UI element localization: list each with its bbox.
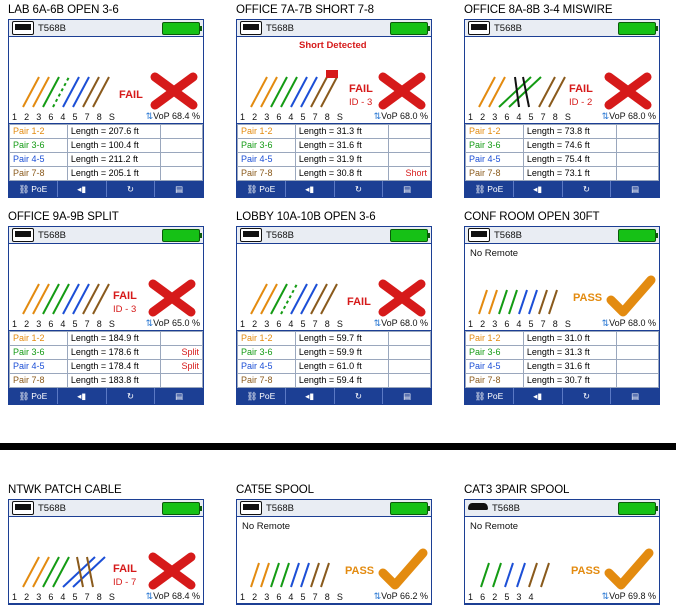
toolbar-poe-button[interactable] (9, 181, 58, 197)
pair-length: Length = 184.9 ft (67, 332, 160, 346)
pair-flag (388, 374, 430, 388)
pair-length: Length = 59.4 ft (295, 374, 388, 388)
pair-length: Length = 31.6 ft (523, 360, 616, 374)
toolbar-save-button[interactable] (383, 181, 431, 197)
test-result-panel (8, 211, 206, 405)
pair-flag: Short (388, 167, 430, 181)
vop-value: ⇅VoP 65.0 % (145, 318, 200, 328)
save-icon: ▤ (631, 390, 640, 401)
table-row (10, 139, 203, 153)
toolbar-save-button[interactable] (155, 388, 203, 404)
network-icon: ⛓ (474, 183, 486, 194)
status-bar (237, 227, 431, 244)
pair-label: Pair 4-5 (466, 153, 524, 167)
network-icon: ⛓ (18, 390, 30, 401)
table-row (238, 360, 431, 374)
toolbar-tone-button[interactable] (58, 388, 107, 404)
toolbar-poe-button[interactable] (237, 181, 286, 197)
poe-label: PoE (31, 184, 48, 194)
pair-label: Pair 4-5 (10, 153, 68, 167)
toolbar-save-button[interactable] (611, 181, 659, 197)
panel-title: NTWK PATCH CABLE (8, 484, 122, 496)
table-row (10, 346, 203, 360)
pair-length: Length = 100.4 ft (67, 139, 160, 153)
pair-length: Length = 59.9 ft (295, 346, 388, 360)
pair-label: Pair 3-6 (466, 346, 524, 360)
battery-icon (618, 22, 656, 35)
vop-value: ⇅VoP 68.4 % (145, 591, 200, 601)
wiremap-display (9, 37, 203, 124)
toolbar-save-button[interactable] (383, 388, 431, 404)
table-row (10, 153, 203, 167)
x-mark-icon (601, 69, 655, 113)
pin-row-label: 1 2 3 6 4 5 7 8 S (240, 592, 346, 602)
toolbar-refresh-button[interactable] (563, 181, 612, 197)
save-icon: ▤ (631, 183, 640, 194)
battery-icon (390, 502, 428, 515)
vop-value: ⇅VoP 68.0 % (601, 318, 656, 328)
toolbar-refresh-button[interactable] (107, 388, 156, 404)
table-row (10, 167, 203, 181)
remote-unit-icon (240, 228, 262, 242)
toolbar-poe-button[interactable] (9, 388, 58, 404)
pair-results-table (465, 331, 659, 388)
pair-length: Length = 59.7 ft (295, 332, 388, 346)
table-row (238, 125, 431, 139)
result-status: FAIL (113, 290, 137, 302)
pair-label: Pair 4-5 (238, 360, 296, 374)
table-row (238, 139, 431, 153)
pair-length: Length = 30.8 ft (295, 167, 388, 181)
refresh-icon: ↻ (582, 183, 590, 194)
panel-title: CAT3 3PAIR SPOOL (464, 484, 570, 496)
pair-label: Pair 3-6 (10, 139, 68, 153)
tester-screen (8, 19, 204, 198)
result-id-label: ID - 2 (569, 97, 593, 108)
toolbar-refresh-button[interactable] (563, 388, 612, 404)
status-bar (465, 20, 659, 37)
pair-length: Length = 75.4 ft (523, 153, 616, 167)
pair-length: Length = 205.1 ft (67, 167, 160, 181)
pair-label: Pair 3-6 (466, 139, 524, 153)
table-row (466, 346, 659, 360)
pair-label: Pair 1-2 (466, 332, 524, 346)
toolbar-save-button[interactable] (611, 388, 659, 404)
pin-row-label: 1 2 3 6 4 5 7 8 S (468, 112, 574, 122)
pair-label: Pair 1-2 (238, 125, 296, 139)
result-status: FAIL (349, 83, 373, 95)
pair-length: Length = 211.2 ft (67, 153, 160, 167)
result-status: FAIL (113, 563, 137, 575)
network-icon: ⛓ (474, 390, 486, 401)
panel-title: LOBBY 10A-10B OPEN 3-6 (236, 211, 376, 223)
refresh-icon: ↻ (126, 183, 134, 194)
bottom-toolbar (465, 181, 659, 197)
battery-icon (162, 229, 200, 242)
tester-screen (8, 499, 204, 605)
vop-arrows-icon: ⇅ (145, 318, 153, 328)
pair-length: Length = 61.0 ft (295, 360, 388, 374)
pair-label: Pair 3-6 (238, 139, 296, 153)
table-row (466, 332, 659, 346)
vop-arrows-icon: ⇅ (601, 591, 609, 601)
pair-label: Pair 1-2 (238, 332, 296, 346)
pair-flag (160, 332, 202, 346)
pin-row-label: 1 2 3 6 4 5 7 8 S (468, 319, 574, 329)
pair-flag (388, 139, 430, 153)
pin-row-label: 1 2 3 6 4 5 7 8 S (240, 319, 346, 329)
battery-icon (162, 22, 200, 35)
bottom-toolbar (9, 388, 203, 404)
cable-standard-label: T568B (494, 22, 522, 34)
pair-label: Pair 3-6 (10, 346, 68, 360)
pair-flag (160, 139, 202, 153)
table-row (238, 167, 431, 181)
pair-flag: Split (160, 346, 202, 360)
table-row (238, 346, 431, 360)
pair-results-table (9, 124, 203, 181)
pair-length: Length = 31.9 ft (295, 153, 388, 167)
pair-flag (616, 374, 658, 388)
table-row (238, 332, 431, 346)
table-row (466, 374, 659, 388)
bottom-toolbar (237, 181, 431, 197)
refresh-icon: ↻ (582, 390, 590, 401)
x-mark-icon (147, 69, 201, 113)
bottom-toolbar (237, 388, 431, 404)
pair-label: Pair 1-2 (10, 125, 68, 139)
status-bar (9, 20, 203, 37)
status-bar (9, 500, 203, 517)
refresh-icon: ↻ (354, 390, 362, 401)
remote-unit-icon (240, 21, 262, 35)
refresh-icon: ↻ (126, 390, 134, 401)
wiremap-display (9, 244, 203, 331)
pair-length: Length = 31.3 ft (523, 346, 616, 360)
cable-standard-label: T568B (38, 502, 66, 514)
table-row (466, 139, 659, 153)
toolbar-refresh-button[interactable] (335, 181, 384, 197)
pair-length: Length = 74.6 ft (523, 139, 616, 153)
pair-flag (388, 332, 430, 346)
pair-flag (388, 125, 430, 139)
no-remote-label: No Remote (242, 521, 291, 532)
check-mark-icon (377, 547, 429, 591)
result-status: FAIL (347, 296, 371, 308)
remote-unit-icon (12, 228, 34, 242)
panel-title: OFFICE 8A-8B 3-4 MISWIRE (464, 4, 613, 16)
tester-screen (236, 226, 432, 405)
result-status: FAIL (569, 83, 593, 95)
remote-unit-icon (12, 501, 34, 515)
vop-value: ⇅VoP 68.0 % (373, 318, 428, 328)
save-icon: ▤ (175, 183, 184, 194)
tone-generator-icon: ◂▮ (533, 183, 543, 194)
test-result-panel (236, 211, 434, 405)
check-mark-icon (603, 547, 655, 591)
cable-standard-label: T568B (266, 229, 294, 241)
pair-label: Pair 4-5 (238, 153, 296, 167)
pair-label: Pair 3-6 (238, 346, 296, 360)
vop-value: ⇅VoP 68.0 % (373, 111, 428, 121)
wiremap-display (465, 37, 659, 124)
toolbar-poe-button[interactable] (465, 388, 514, 404)
pair-flag (616, 167, 658, 181)
wiremap-display (465, 517, 659, 604)
poe-label: PoE (259, 184, 276, 194)
result-status: PASS (573, 292, 603, 304)
status-bar (237, 500, 431, 517)
pair-label: Pair 4-5 (466, 360, 524, 374)
check-mark-icon (605, 274, 657, 318)
table-row (238, 153, 431, 167)
status-bar (465, 227, 659, 244)
pair-flag (616, 139, 658, 153)
vop-arrows-icon: ⇅ (601, 318, 609, 328)
result-id-label: ID - 7 (113, 577, 137, 588)
remote-unit-icon (240, 501, 262, 515)
pair-label: Pair 1-2 (10, 332, 68, 346)
pin-row-label: 1 6 2 5 3 4 (468, 592, 536, 602)
test-result-panel (236, 4, 434, 198)
battery-icon (390, 22, 428, 35)
pin-row-label: 1 2 3 6 4 5 7 8 S (12, 112, 118, 122)
network-icon: ⛓ (246, 183, 258, 194)
pair-label: Pair 7-8 (238, 374, 296, 388)
pair-label: Pair 7-8 (238, 167, 296, 181)
toolbar-poe-button[interactable] (237, 388, 286, 404)
test-result-panel (464, 484, 662, 605)
vop-arrows-icon: ⇅ (373, 591, 381, 601)
toolbar-tone-button[interactable] (286, 388, 335, 404)
bottom-toolbar (465, 388, 659, 404)
result-id-label: ID - 3 (349, 97, 373, 108)
cable-standard-label: T568B (266, 502, 294, 514)
tester-screen (464, 499, 660, 605)
pair-flag (388, 153, 430, 167)
pin-row-label: 1 2 3 6 4 5 7 8 S (240, 112, 346, 122)
toolbar-save-button[interactable] (155, 181, 203, 197)
save-icon: ▤ (403, 390, 412, 401)
pair-label: Pair 4-5 (10, 360, 68, 374)
pair-label: Pair 7-8 (466, 167, 524, 181)
panel-title: OFFICE 7A-7B SHORT 7-8 (236, 4, 374, 16)
cable-standard-label: T568B (38, 22, 66, 34)
table-row (10, 374, 203, 388)
table-row (466, 360, 659, 374)
pair-results-table (237, 124, 431, 181)
battery-icon (162, 502, 200, 515)
no-remote-label: No Remote (470, 248, 519, 259)
pair-length: Length = 31.3 ft (295, 125, 388, 139)
pair-flag (160, 125, 202, 139)
cable-standard-label: T568B (494, 229, 522, 241)
remote-unit-icon (468, 228, 490, 242)
tester-screen (236, 499, 432, 605)
pair-flag (616, 346, 658, 360)
pair-length: Length = 207.6 ft (67, 125, 160, 139)
toolbar-refresh-button[interactable] (335, 388, 384, 404)
x-mark-icon (375, 276, 429, 320)
toolbar-tone-button[interactable] (286, 181, 335, 197)
tone-generator-icon: ◂▮ (305, 390, 315, 401)
poe-label: PoE (487, 391, 504, 401)
tester-screen (236, 19, 432, 198)
pair-label: Pair 7-8 (466, 374, 524, 388)
table-row (10, 125, 203, 139)
save-icon: ▤ (403, 183, 412, 194)
cable-standard-label: T568B (492, 502, 520, 514)
pair-label: Pair 1-2 (466, 125, 524, 139)
vop-value: ⇅VoP 68.0 % (601, 111, 656, 121)
pair-flag (616, 153, 658, 167)
toolbar-poe-button[interactable] (465, 181, 514, 197)
refresh-icon: ↻ (354, 183, 362, 194)
vop-arrows-icon: ⇅ (373, 111, 381, 121)
x-mark-icon (375, 69, 429, 113)
pair-length: Length = 30.7 ft (523, 374, 616, 388)
pair-length: Length = 31.0 ft (523, 332, 616, 346)
cable-standard-label: T568B (38, 229, 66, 241)
table-row (238, 374, 431, 388)
x-mark-icon (145, 549, 199, 593)
panel-title: CAT5E SPOOL (236, 484, 314, 496)
pair-flag (616, 332, 658, 346)
wiremap-display (237, 244, 431, 331)
battery-icon (618, 229, 656, 242)
vop-value: ⇅VoP 69.8 % (601, 591, 656, 601)
poe-label: PoE (487, 184, 504, 194)
test-result-panel (464, 211, 662, 405)
table-row (10, 332, 203, 346)
test-result-panel (8, 484, 206, 605)
vop-value: ⇅VoP 66.2 % (373, 591, 428, 601)
table-row (466, 153, 659, 167)
save-icon: ▤ (175, 390, 184, 401)
pair-flag (160, 167, 202, 181)
toolbar-refresh-button[interactable] (107, 181, 156, 197)
status-bar (465, 500, 659, 517)
battery-icon (618, 502, 656, 515)
pair-flag (616, 125, 658, 139)
pair-flag (616, 360, 658, 374)
handset-icon (468, 502, 488, 514)
pin-row-label: 1 2 3 6 4 5 7 8 S (12, 592, 118, 602)
network-icon: ⛓ (18, 183, 30, 194)
pair-results-table (237, 331, 431, 388)
vop-arrows-icon: ⇅ (373, 318, 381, 328)
tone-generator-icon: ◂▮ (77, 390, 87, 401)
battery-icon (390, 229, 428, 242)
status-bar (9, 227, 203, 244)
tone-generator-icon: ◂▮ (533, 390, 543, 401)
result-status: PASS (571, 565, 601, 577)
panel-title: OFFICE 9A-9B SPLIT (8, 211, 119, 223)
tester-screen (8, 226, 204, 405)
vop-arrows-icon: ⇅ (145, 591, 153, 601)
test-result-panel (236, 484, 434, 605)
vop-arrows-icon: ⇅ (145, 111, 153, 121)
pair-label: Pair 7-8 (10, 374, 68, 388)
result-status: FAIL (119, 89, 143, 101)
status-bar (237, 20, 431, 37)
toolbar-tone-button[interactable] (514, 388, 563, 404)
table-row (466, 167, 659, 181)
pair-flag (160, 374, 202, 388)
x-mark-icon (145, 276, 199, 320)
table-row (466, 125, 659, 139)
short-detected-label: Short Detected (299, 40, 367, 51)
pair-length: Length = 178.6 ft (67, 346, 160, 360)
tester-screen (464, 19, 660, 198)
wiremap-display (9, 517, 203, 604)
test-result-panel (464, 4, 662, 198)
poe-label: PoE (259, 391, 276, 401)
table-row (10, 360, 203, 374)
wiremap-display (465, 244, 659, 331)
pair-results-table (465, 124, 659, 181)
panel-title: LAB 6A-6B OPEN 3-6 (8, 4, 119, 16)
tone-generator-icon: ◂▮ (77, 183, 87, 194)
remote-unit-icon (12, 21, 34, 35)
vop-arrows-icon: ⇅ (601, 111, 609, 121)
pair-length: Length = 31.6 ft (295, 139, 388, 153)
toolbar-tone-button[interactable] (58, 181, 107, 197)
pin-row-label: 1 2 3 6 4 5 7 8 S (12, 319, 118, 329)
tester-screen (464, 226, 660, 405)
pair-flag (388, 360, 430, 374)
pair-results-table (9, 331, 203, 388)
wiremap-display (237, 37, 431, 124)
wiremap-display (237, 517, 431, 604)
vop-value: ⇅VoP 68.4 % (145, 111, 200, 121)
panel-title: CONF ROOM OPEN 30FT (464, 211, 600, 223)
pair-length: Length = 178.4 ft (67, 360, 160, 374)
bottom-toolbar (9, 181, 203, 197)
network-icon: ⛓ (246, 390, 258, 401)
result-id-label: ID - 3 (113, 304, 137, 315)
remote-unit-icon (468, 21, 490, 35)
tone-generator-icon: ◂▮ (305, 183, 315, 194)
pair-label: Pair 7-8 (10, 167, 68, 181)
pair-length: Length = 73.1 ft (523, 167, 616, 181)
pair-length: Length = 73.8 ft (523, 125, 616, 139)
result-status: PASS (345, 565, 375, 577)
poe-label: PoE (31, 391, 48, 401)
pair-flag (388, 346, 430, 360)
section-divider (0, 443, 676, 450)
pair-length: Length = 183.8 ft (67, 374, 160, 388)
toolbar-tone-button[interactable] (514, 181, 563, 197)
cable-standard-label: T568B (266, 22, 294, 34)
pair-flag: Split (160, 360, 202, 374)
no-remote-label: No Remote (470, 521, 519, 532)
pair-flag (160, 153, 202, 167)
test-result-panel (8, 4, 206, 198)
